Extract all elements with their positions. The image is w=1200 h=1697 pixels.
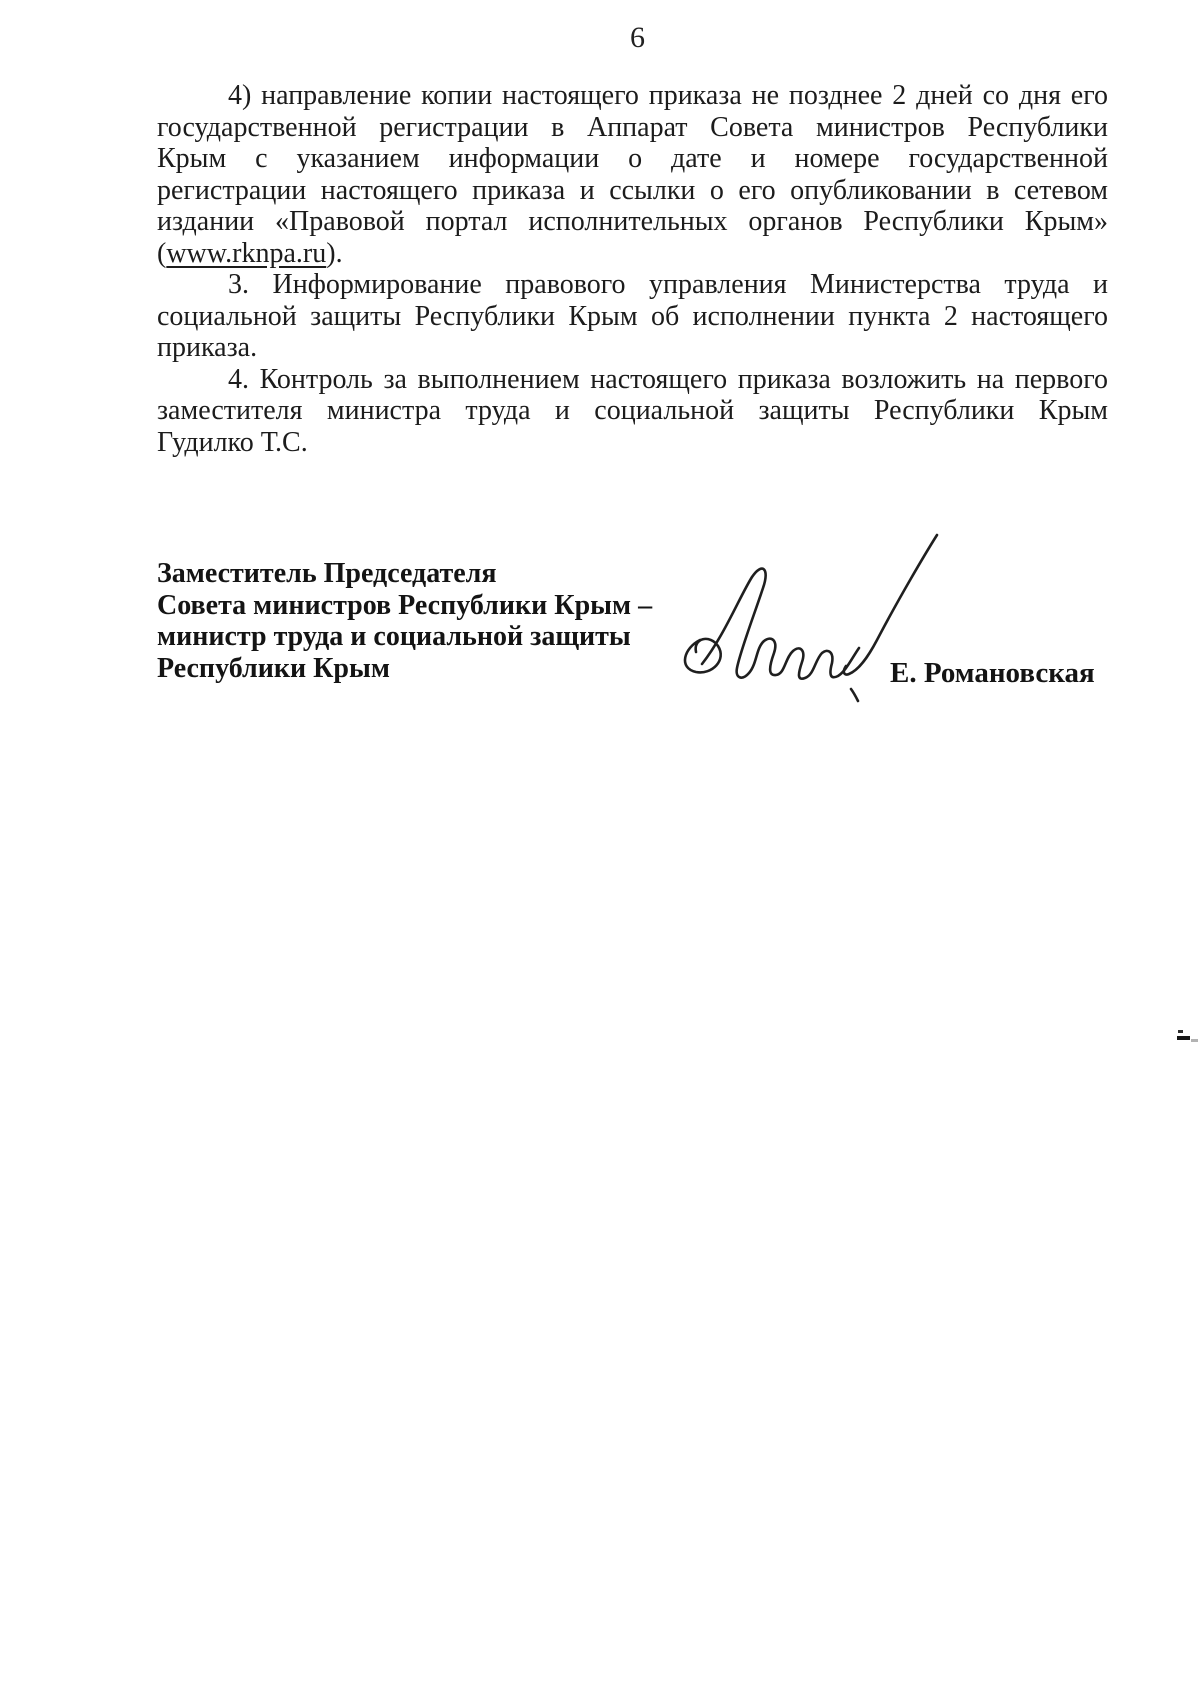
text-line: издании «Правовой портал исполнительных органов Республики Крым» [157,206,1108,237]
text-line: заместителя министра труда и социальной защиты Республики Крым [157,395,1108,426]
scan-artifact-mark [1191,1039,1198,1042]
paragraph-item-4 [157,364,1108,459]
signature-loops [702,569,859,679]
signatory-title-line: Заместитель Председателя [157,558,497,589]
text-line: 4. Контроль за выполнением настоящего приказа возложить на первого [228,363,1108,395]
signatory-title-block [157,558,717,684]
text-line: 4) направление копии настоящего приказа не позднее 2 дней со дня его [228,80,1108,111]
text-line: государственной регистрации в Аппарат Совета министров Республики [157,111,1108,143]
scan-artifact-mark [1178,1030,1183,1033]
text-line-with-url [157,238,1108,270]
text-line: регистрации настоящего приказа и ссылки о его опубликовании в сетевом [157,174,1108,206]
text-line: Гудилко Т.С. [157,426,308,458]
paragraph-item-3 [157,269,1108,364]
text-line: Крым с указанием информации о дате и номере государственной [157,143,1108,174]
text-line: социальной защиты Республики Крым об исполнении пункта 2 настоящего [157,300,1108,332]
text-line: 3. Информирование правового управления Министерства труда и [228,269,1108,300]
signatory-title-line: Республики Крым [157,652,390,684]
scan-artifact-mark [1177,1036,1190,1040]
portal-url: www.rknpa.ru [166,237,327,269]
signer-name: Е. Романовская [890,657,1095,689]
url-prefix: ( [157,237,167,269]
signature-diagonal-stroke [844,535,937,675]
signatory-title-line: министр труда и социальной защиты [157,621,631,652]
signature-tick [851,689,858,701]
signatory-title-line: Совета министров Республики Крым – [157,589,653,621]
body-text [157,80,1108,458]
url-suffix: ). [326,237,343,269]
text-line: приказа. [157,332,258,363]
paragraph-subitem-4 [157,80,1108,269]
page-number: 6 [630,21,645,54]
